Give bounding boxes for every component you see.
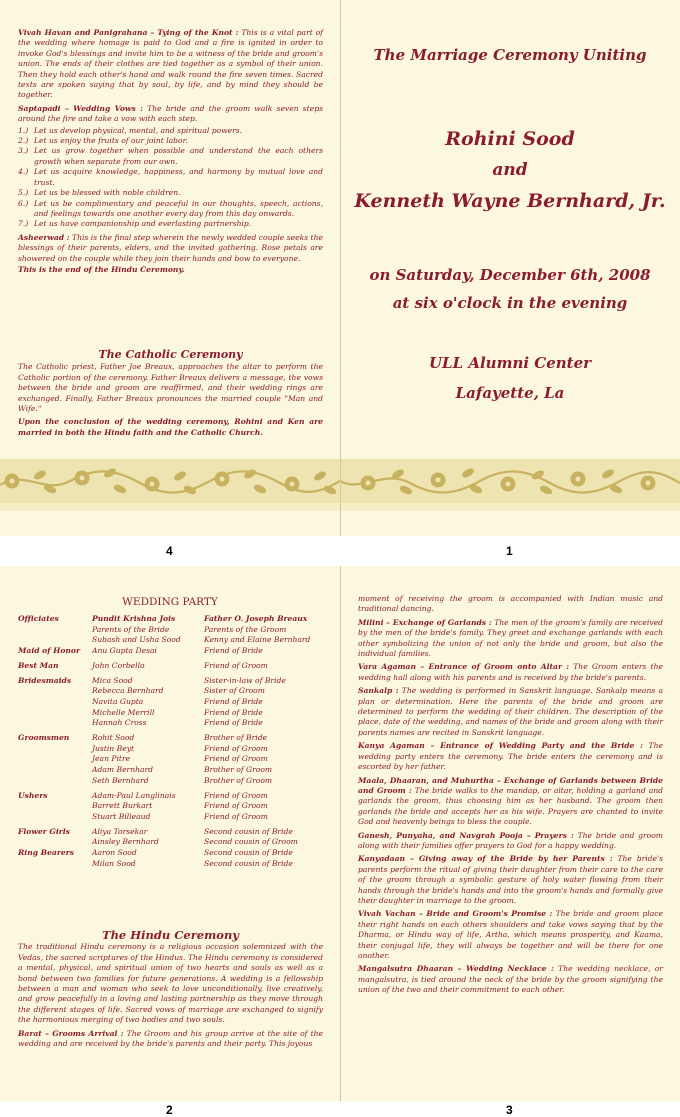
- hindu-title: The Hindu Ceremony: [102, 928, 239, 942]
- page-4-text: [18, 28, 323, 278]
- party-relation: Brother of Bride: [204, 733, 268, 743]
- party-name: Stuart Billeaud: [92, 811, 151, 821]
- party-role: Groomsmen: [18, 733, 70, 743]
- party-row: [18, 812, 310, 823]
- party-role: [18, 765, 92, 776]
- party-relation: Friend of Groom: [204, 790, 268, 800]
- party-name: Anu Gupta Desai: [92, 646, 157, 656]
- vow-item: [18, 136, 323, 146]
- vow-item: [18, 146, 323, 167]
- ritual-paragraph: [358, 831, 663, 852]
- page-number-4: 4: [166, 544, 173, 558]
- ritual-lead: Ganesh, Punyaha, and Navgrah Pooja – Prayers :: [358, 830, 574, 840]
- party-relation: Friend of Groom: [204, 743, 268, 753]
- party-role: [18, 697, 92, 708]
- party-name: Rohit Sood: [92, 733, 135, 743]
- party-row: [18, 801, 310, 812]
- hindu-section: [18, 924, 323, 1052]
- party-row: [18, 672, 310, 687]
- vows-list: [18, 126, 323, 230]
- party-name: Parents of the Bride: [92, 624, 170, 634]
- party-row: [18, 859, 310, 870]
- ritual-lead: Sankalp :: [358, 686, 399, 696]
- party-name: Milan Sood: [92, 858, 136, 868]
- conclusion-text: Upon the conclusion of the wedding ceremony, Rohini and Ken are married in both the Hindu faith and the Catholic Church.: [18, 417, 323, 437]
- party-role: [18, 625, 92, 636]
- party-role: [18, 754, 92, 765]
- party-row: [18, 614, 310, 625]
- ritual-paragraph: [358, 909, 663, 961]
- party-row: [18, 744, 310, 755]
- party-role: [18, 859, 92, 870]
- party-role: [18, 718, 92, 729]
- party-relation: Second cousin of Bride: [204, 826, 293, 836]
- party-name: Aliya Torsekar: [92, 826, 148, 836]
- barat-paragraph: [18, 1029, 323, 1050]
- party-name: Adam Bernhard: [92, 765, 153, 775]
- party-role: [18, 776, 92, 787]
- ritual-text: The bride and groom place their right hands on each others shoulders and take vows saying that by the Dharma, or Hindu way of life, Artha, which means prosperity, and Kaama, their conjugal life, they will always be together and will be there for one another.: [358, 909, 663, 960]
- page-3-panel: [340, 566, 680, 1101]
- party-role: [18, 744, 92, 755]
- ritual-lead: Milini – Exchange of Garlands :: [358, 617, 492, 627]
- party-relation: Friend of Bride: [204, 718, 263, 728]
- ritual-text: The wedding party enters the ceremony. The bride enters the ceremony and is escorted by her father.: [358, 741, 663, 772]
- party-role: Ushers: [18, 790, 48, 800]
- catholic-paragraph: The Catholic priest, Father Joe Breaux, approaches the altar to perform the Catholic portion of the ceremony. Father Breaux delivers a message, the vows between the bride and groom are reaffirmed, and their wedding rings are exchanged. Finally, Father Breaux pronounces the married couple "Man and Wife.": [18, 362, 323, 414]
- vow-text: Let us grow together when possible and understand the each others growth when separate from our own.: [34, 146, 323, 166]
- ritual-paragraphs: [358, 618, 663, 996]
- party-row: [18, 837, 310, 848]
- ceremony-date: on Saturday, December 6th, 2008: [369, 266, 651, 284]
- party-row: [18, 765, 310, 776]
- party-relation: Friend of Bride: [204, 707, 263, 717]
- party-relation: Friend of Bride: [204, 696, 263, 706]
- asheerwad-paragraph: [18, 233, 323, 264]
- party-row: [18, 848, 310, 859]
- party-row: [18, 708, 310, 719]
- party-role: [18, 686, 92, 697]
- vow-number: 6.): [18, 198, 29, 208]
- party-name: Mica Sood: [92, 675, 133, 685]
- catholic-section: [18, 344, 323, 441]
- ritual-lead: Vivah Vachan – Bride and Groom's Promise :: [358, 909, 553, 919]
- party-name: Subash and Usha Sood: [92, 635, 181, 645]
- vow-text: Let us develop physical, mental, and spiritual powers.: [34, 125, 243, 135]
- vow-number: 7.): [18, 219, 29, 229]
- vivah-havan-lead: Vivah Havan and Panigrahana – Tying of the Knot :: [18, 28, 239, 37]
- party-row: [18, 729, 310, 744]
- fold-line-bottom: [340, 566, 341, 1101]
- ritual-lead: Kanyadaan – Giving away of the Bride by her Parents :: [358, 854, 613, 864]
- party-role: [18, 801, 92, 812]
- party-relation: Brother of Groom: [204, 765, 273, 775]
- vow-text: Let us be complimentary and peaceful in our thoughts, speech, actions, and feelings towards one another every day from this day onwards.: [34, 198, 323, 218]
- party-name: Jean Pitre: [92, 754, 131, 764]
- party-relation: Friend of Bride: [204, 646, 263, 656]
- vow-item: [18, 219, 323, 229]
- party-role: Bridesmaids: [18, 675, 72, 685]
- party-role: Officiates: [18, 614, 59, 623]
- wedding-party-table: [18, 614, 310, 869]
- party-name: Ainsley Bernhard: [92, 837, 159, 847]
- party-name: Hannah Cross: [92, 718, 147, 728]
- vow-number: 2.): [18, 136, 29, 146]
- floral-border-band: [0, 459, 340, 511]
- party-relation: Friend of Groom: [204, 660, 268, 670]
- venue-name: ULL Alumni Center: [428, 354, 592, 372]
- party-role: Best Man: [18, 660, 59, 670]
- wedding-party-title: WEDDING PARTY: [122, 596, 218, 608]
- party-role: [18, 708, 92, 719]
- ritual-paragraph: [358, 776, 663, 828]
- party-relation: Second cousin of Bride: [204, 848, 293, 858]
- party-relation: Second cousin of Bride: [204, 858, 293, 868]
- vow-item: [18, 167, 323, 188]
- party-row: [18, 697, 310, 708]
- hindu-paragraph: The traditional Hindu ceremony is a religious occasion solemnized with the Vedas, the sacred scriptures of the Hindus. The Hindu ceremony is considered a mental, physical, and spiritual union of two hearts and souls as well as a bond between two families for future generations. A wedding is a fellowship between a man and woman who seek to love unconditionally, live creatively, and grow peacefully in a loving and lasting partnership as they move through the different stages of life. Sacred vows of marriage are exchanged to signify the harmonious merging of two bodies and two souls.: [18, 942, 323, 1025]
- page-1-cover-panel: [340, 0, 680, 536]
- barat-text: The Groom and his group arrive at the site of the wedding and are received by the bride's parents and their party. This joyous: [18, 1028, 323, 1049]
- party-relation: Kenny and Elaine Bernhard: [204, 635, 311, 645]
- saptapadi-text: The bride and the groom walk seven steps around the fire and take a vow with each step.: [18, 103, 323, 124]
- page-number-3: 3: [506, 1103, 513, 1117]
- ritual-lead: Kanya Agaman – Entrance of Wedding Party and the Bride :: [358, 741, 643, 751]
- party-relation: Brother of Groom: [204, 775, 273, 785]
- end-hindu-text: This is the end of the Hindu Ceremony.: [18, 264, 185, 274]
- barat-lead: Barat – Grooms Arrival :: [18, 1028, 124, 1038]
- saptapadi-paragraph: [18, 104, 323, 125]
- groom-name: Kenneth Wayne Bernhard, Jr.: [354, 190, 666, 212]
- party-relation: Sister-in-law of Bride: [204, 675, 286, 685]
- party-relation: Father O. Joseph Breaux: [204, 614, 308, 623]
- party-name: Rebecca Bernhard: [92, 686, 164, 696]
- party-row: [18, 823, 310, 838]
- ritual-text: The bride walks to the mandap, or altar, holding a garland and garlands the groom, thus choosing him as her husband. The groom then garlands the bride and accepts her as his wife. Prayers are chanted to invite God and heavenly beings to bless the couple.: [358, 785, 663, 827]
- ceremony-time: at six o'clock in the evening: [392, 294, 628, 312]
- border-cream-strip: [0, 503, 340, 511]
- party-row: [18, 718, 310, 729]
- ritual-paragraph: [358, 618, 663, 660]
- party-row: [18, 657, 310, 672]
- saptapadi-lead: Saptapadi – Wedding Vows :: [18, 103, 143, 113]
- party-name: Seth Bernhard: [92, 775, 149, 785]
- vow-number: 5.): [18, 188, 29, 198]
- venue-city: Lafayette, La: [455, 384, 565, 402]
- page-number-1: 1: [506, 544, 513, 558]
- and-word: and: [492, 160, 528, 180]
- party-name: Justin Beyt: [92, 743, 135, 753]
- vow-text: Let us acquire knowledge, happiness, and harmony by mutual love and trust.: [34, 167, 323, 187]
- party-relation: Friend of Groom: [204, 811, 268, 821]
- floral-vine-border-icon: [340, 459, 680, 503]
- party-relation: Friend of Groom: [204, 801, 268, 811]
- party-name: Pundit Krishna Jois: [92, 614, 176, 623]
- vow-item: [18, 199, 323, 220]
- party-row: [18, 787, 310, 802]
- party-row: [18, 646, 310, 657]
- party-name: Barrett Burkart: [92, 801, 153, 811]
- vow-item: [18, 126, 323, 136]
- party-role: Ring Bearers: [18, 848, 74, 858]
- party-role: [18, 812, 92, 823]
- ritual-lead: Maala, Dhaaran, and Muhurtha – Exchange of Garlands between Bride and Groom :: [358, 775, 663, 795]
- party-name: Navita Gupta: [92, 696, 144, 706]
- party-name: Adam-Paul Langlinais: [92, 790, 176, 800]
- vow-number: 4.): [18, 167, 29, 177]
- party-row: [18, 625, 310, 636]
- fold-line-top: [340, 0, 341, 536]
- page-3-text: [358, 594, 663, 999]
- vow-item: [18, 188, 323, 198]
- vow-text: Let us have companionship and everlasting partnership.: [34, 219, 252, 229]
- vow-text: Let us be blessed with noble children.: [34, 188, 181, 198]
- party-relation: Parents of the Groom: [204, 624, 287, 634]
- floral-vine-border-icon: [0, 459, 340, 503]
- ritual-paragraph: [358, 741, 663, 772]
- party-relation: Sister of Groom: [204, 686, 265, 696]
- ritual-text: The wedding necklace, or mangalsutra, is tied around the neck of the bride by the groom signifying the union of the two and their commitment to each other.: [358, 964, 663, 995]
- party-role: Maid of Honor: [18, 646, 80, 656]
- border-cream-strip: [340, 503, 680, 511]
- asheerwad-lead: Asheerwad :: [18, 232, 70, 242]
- ritual-lead: Mangalsutra Dhaaran – Wedding Necklace :: [358, 964, 554, 974]
- vow-number: 3.): [18, 146, 29, 156]
- ritual-text: The Groom enters the wedding hall along with his parents and is received by the bride's parents.: [358, 662, 663, 682]
- party-row: [18, 754, 310, 765]
- party-name: Michelle Merrill: [92, 707, 155, 717]
- end-hindu-line: [18, 265, 323, 275]
- vivah-havan-text: This is a vital part of the wedding where homage is paid to God and a fire is ignited in order to invoke God's blessings and invite him to be a witness of the bride and groom's union. The ends of their clothes are tied together as a symbol of their union. Then they hold each other's hand and walk round the fire seven times. Sacred texts are spoken saying that by soul, by life, and by mind they should be together.: [18, 28, 323, 100]
- intro-continuation: moment of receiving the groom is accompanied with Indian music and traditional dancing.: [358, 594, 663, 614]
- ritual-text: The bride's parents perform the ritual of giving their daughter from their care to the care of the groom through a symbolic gesture of holy water flowing from their hands through the bride's hands and into the groom's hands and formally give their daughter in marriage to the groom.: [358, 854, 663, 905]
- party-role: [18, 635, 92, 646]
- ritual-paragraph: [358, 854, 663, 906]
- catholic-title: The Catholic Ceremony: [98, 348, 243, 361]
- ritual-text: The bride and groom along with their families offer prayers to God for a happy wedding.: [358, 830, 663, 850]
- party-row: [18, 776, 310, 787]
- conclusion-paragraph: [18, 417, 323, 438]
- page-number-2: 2: [166, 1103, 173, 1117]
- party-relation: Friend of Groom: [204, 754, 268, 764]
- ritual-lead: Vara Agaman – Entrance of Groom onto Altar :: [358, 662, 570, 672]
- party-name: Aaron Sood: [92, 848, 137, 858]
- ritual-text: The men of the groom's family are received by the men of the bride's family. They greet and exchange garlands with each other symbolizing the union of not only the bride and groom, but also the individual families.: [358, 617, 663, 659]
- party-relation: Second cousin of Groom: [204, 837, 298, 847]
- vow-number: 1.): [18, 125, 29, 135]
- vivah-havan-paragraph: [18, 28, 323, 101]
- ritual-paragraph: [358, 964, 663, 995]
- floral-border-band: [340, 459, 680, 511]
- party-row: [18, 635, 310, 646]
- ritual-paragraph: [358, 662, 663, 683]
- bride-name: Rohini Sood: [445, 128, 575, 150]
- party-role: Flower Girls: [18, 826, 70, 836]
- ritual-text: The wedding is performed in Sanskrit language. Sankalp means a plan or determination. Here the parents of the bride and groom are determined to perform the wedding of their children. The description of the place, date of the wedding, and names of the bride and groom along with their parents names are recited in Sanskrit language.: [358, 686, 663, 737]
- vow-text: Let us enjoy the fruits of our joint labor.: [34, 136, 188, 146]
- party-row: [18, 686, 310, 697]
- asheerwad-text: This is the final step wherein the newly wedded couple seeks the blessings of their parents, elders, and the invited gathering. Rose petals are showered on the couple while they join their hands and bow to everyone.: [18, 232, 323, 263]
- party-role: [18, 837, 92, 848]
- cover-heading: The Marriage Ceremony Uniting: [373, 46, 647, 64]
- ritual-paragraph: [358, 686, 663, 738]
- page-2-panel: [0, 566, 340, 1101]
- page-4-panel: [0, 0, 340, 536]
- party-name: John Corbello: [92, 660, 145, 670]
